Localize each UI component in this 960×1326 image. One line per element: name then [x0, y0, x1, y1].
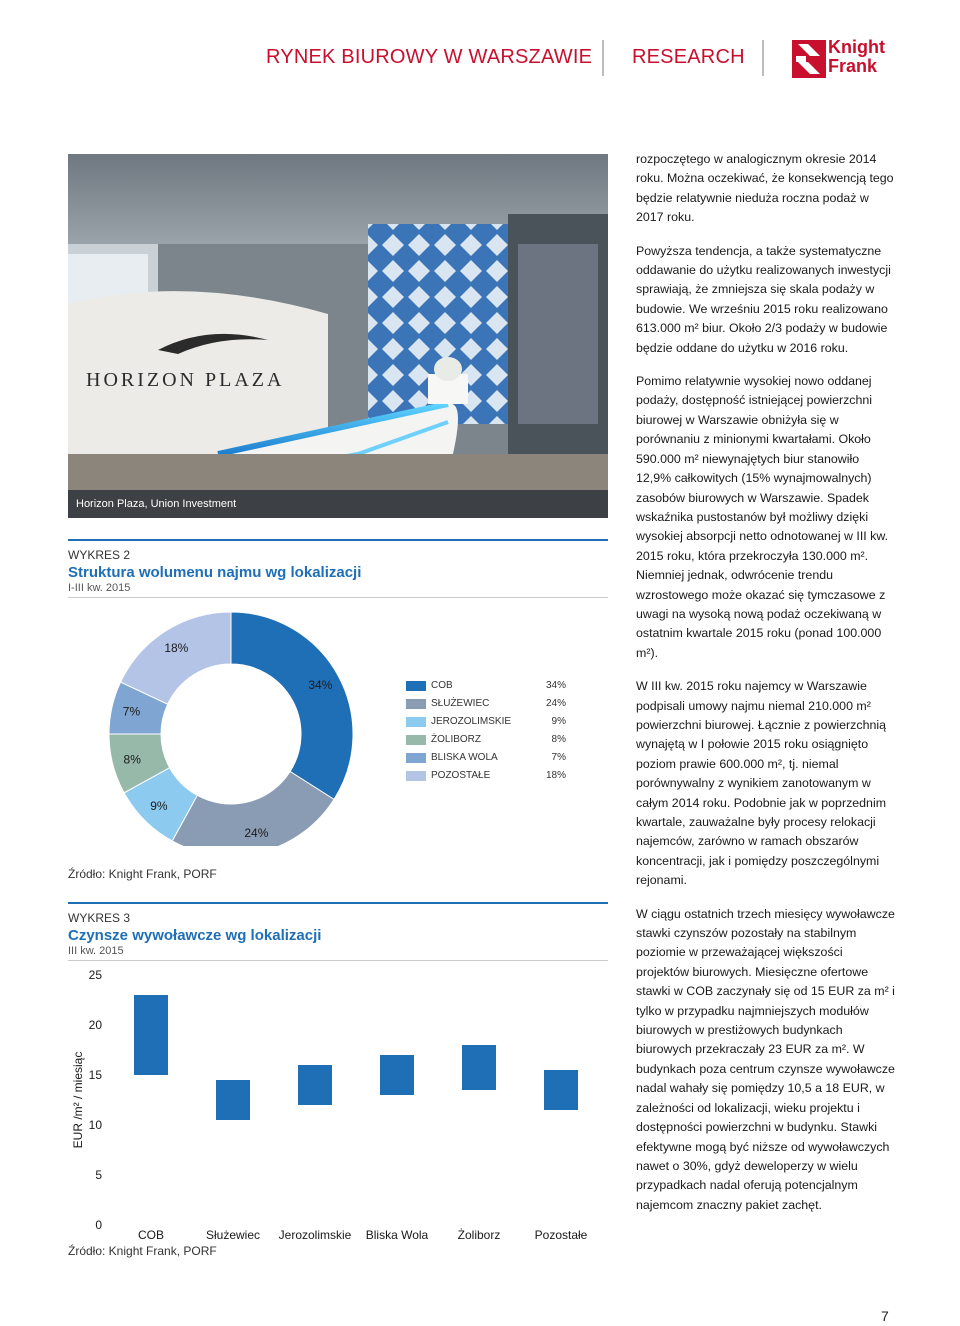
wykres2-source: Źródło: Knight Frank, PORF: [68, 867, 217, 881]
legend-label: JEROZOLIMSKIE: [431, 716, 512, 727]
y-tick-label: 0: [95, 1218, 102, 1232]
legend-swatch: [406, 771, 426, 781]
horizon-plaza-image: [68, 154, 608, 518]
legend-item: [406, 751, 566, 769]
knight-frank-logo-icon: [792, 40, 826, 78]
wykres2-bottom-rule: [68, 597, 608, 598]
knight-frank-logo: [792, 37, 892, 78]
range-bar-3: [298, 1065, 332, 1105]
legend-item: [406, 733, 566, 751]
legend-label: SŁUŻEWIEC: [431, 698, 490, 709]
x-tick-label: Jerozolimskie: [278, 1228, 352, 1242]
legend-swatch: [406, 753, 426, 763]
paragraph-3: Pomimo relatywnie wysokiej nowo oddanej podaży, dostępność istniejącej powierzchni biurowej w Warszawie obniżyła się w porównaniu z minionymi kwartałami. Około 590.000 m² niewynajętych biur stanowiło 12,9% całkowitych (15% wynajmowalnych) zasobów biurowych w Warszawie. Spadek wskaźnika pustostanów był możliwy dzięki wysokiej absorpcji netto odnotowanej w III kw. 2015 roku, która przekroczyła 130.000 m². Niemniej jednak, odwrócenie trendu wzrostowego może okazać się tymczasowe z uwagi na wysoką nową podaż oczekiwaną w ostatnim kwartale 2015 roku (ponad 100.000 m²).: [636, 374, 889, 660]
legend-label: POZOSTAŁE: [431, 770, 491, 781]
donut-slice-cob: [231, 612, 353, 799]
legend-item: [406, 697, 566, 715]
paragraph-5: W ciągu ostatnich trzech miesięcy wywoławcze stawki czynszów pozostały na stabilnym poziomie w przeważającej większości projektów biurowych. Miesięczne ofertowe stawki w COB zaczynały się od 15 EUR za m² i tylko w przypadku najmniejszych modułów biurowych w prestiżowych budynkach biurowych przekraczały 23 EUR za m². W budynkach poza centrum czynsze wywoławcze nadal wahały się pomiędzy 10,5 a 18 EUR, w zależności od lokalizacji, wieku projektu i dostępności powierzchni w budynku. Stawki efektywne mogą być niższe od wywoławczych nawet o 30%, gdyż deweloperzy w wielu przypadkach nadal oferują potencjalnym najemcom znaczny pakiet zachęt.: [636, 906, 895, 1212]
office-photo: [68, 154, 608, 518]
x-tick-label: Pozostałe: [534, 1228, 588, 1242]
range-bar-1: [134, 995, 168, 1075]
wykres3-header: [68, 902, 608, 961]
legend-swatch: [406, 735, 426, 745]
paragraph-1: rozpoczętego w analogicznym okresie 2014 roku. Można oczekiwać, że konsekwencją tego będzie relatywnie nieduża roczna podaż w 2017 roku.: [636, 152, 894, 225]
wykres3-top-rule: [68, 902, 608, 904]
legend-item: [406, 769, 566, 787]
range-bar-6: [544, 1070, 578, 1110]
donut-slice-pozostałe: [121, 612, 231, 704]
legend-swatch: [406, 699, 426, 709]
rent-range-chart: [60, 960, 610, 1245]
donut-data-label: 34%: [308, 677, 333, 692]
y-tick-label: 20: [88, 1018, 102, 1032]
range-bar-2: [216, 1080, 250, 1120]
wykres2-number: WYKRES 2: [68, 548, 131, 562]
header-divider: [602, 40, 604, 76]
legend-item: [406, 715, 566, 733]
donut-data-label: 8%: [123, 752, 141, 767]
x-tick-label: Bliska Wola: [365, 1228, 429, 1242]
paragraph-2: Powyższa tendencja, a także systematyczne oddawanie do użytku realizowanych inwestycji sprawiają, że zmniejsza się skala podaży w budowie. We wrześniu 2015 roku realizowano 613.000 m² biur. Około 2/3 podaży w budowie będzie oddane do użytku w 2016 roku.: [636, 243, 891, 355]
y-tick-label: 10: [88, 1118, 102, 1132]
legend-value: 18%: [545, 770, 566, 781]
donut-data-label: 24%: [244, 825, 269, 840]
section-label: RESEARCH: [632, 46, 745, 68]
legend-value: 9%: [551, 716, 566, 727]
article-text: [636, 150, 896, 1229]
paragraph-4: W III kw. 2015 roku najemcy w Warszawie podpisali umowy najmu niemal 210.000 m² powierzchni biurowej. Łącznie z powierzchnią wynajętą w I połowie 2015 roku osiągnięto poziom prawie 600.000 m², tj. niemal porównywalny z wynikiem zanotowanym w całym 2014 roku. Podobnie jak w poprzednim kwartale, zauważalne były procesy relokacji najemców, zarówno w ramach obszarów koncentracji, jak i pomiędzy poszczególnymi rejonami.: [636, 679, 887, 888]
y-axis-label: EUR /m² / miesiąc: [71, 1051, 85, 1149]
wykres3-title: Czynsze wywoławcze wg lokalizacji: [68, 927, 322, 944]
report-title: RYNEK BIUROWY W WARSZAWIE: [266, 46, 593, 68]
photo-caption: Horizon Plaza, Union Investment: [68, 490, 608, 518]
donut-data-label: 18%: [164, 640, 189, 655]
legend-value: 34%: [545, 680, 566, 691]
legend-swatch: [406, 681, 426, 691]
legend-label: BLISKA WOLA: [431, 752, 498, 763]
x-tick-label: COB: [137, 1228, 165, 1242]
wykres3-source: Źródło: Knight Frank, PORF: [68, 1244, 217, 1258]
legend-item: [406, 679, 566, 697]
legend-swatch: [406, 717, 426, 727]
wykres3-subtitle: III kw. 2015: [68, 945, 124, 957]
range-bar-4: [380, 1055, 414, 1095]
wykres3-number: WYKRES 3: [68, 911, 131, 925]
donut-legend: [406, 679, 566, 787]
logo-line-2: Frank: [828, 56, 878, 76]
y-tick-label: 15: [88, 1068, 102, 1082]
y-tick-label: 25: [88, 968, 102, 982]
logo-line-1: Knight: [828, 37, 885, 57]
legend-value: 8%: [551, 734, 566, 745]
header-divider: [762, 40, 764, 76]
x-tick-label: Służewiec: [205, 1228, 261, 1242]
donut-data-label: 7%: [122, 704, 141, 719]
wykres2-subtitle: I-III kw. 2015: [68, 582, 131, 594]
range-bar-5: [462, 1045, 496, 1090]
donut-data-label: 9%: [150, 799, 168, 814]
legend-label: COB: [431, 680, 453, 691]
donut-chart: [100, 606, 370, 846]
page-number: 7: [881, 1308, 889, 1324]
wykres2-top-rule: [68, 539, 608, 541]
wykres2-title: Struktura wolumenu najmu wg lokalizacji: [68, 564, 362, 581]
legend-label: ŻOLIBORZ: [431, 734, 482, 745]
sign-text: HORIZON PLAZA: [86, 369, 285, 391]
legend-value: 24%: [545, 698, 566, 709]
y-tick-label: 5: [95, 1168, 102, 1182]
x-tick-label: Żoliborz: [457, 1228, 501, 1242]
wykres2-header: [68, 539, 608, 598]
legend-value: 7%: [551, 752, 566, 763]
